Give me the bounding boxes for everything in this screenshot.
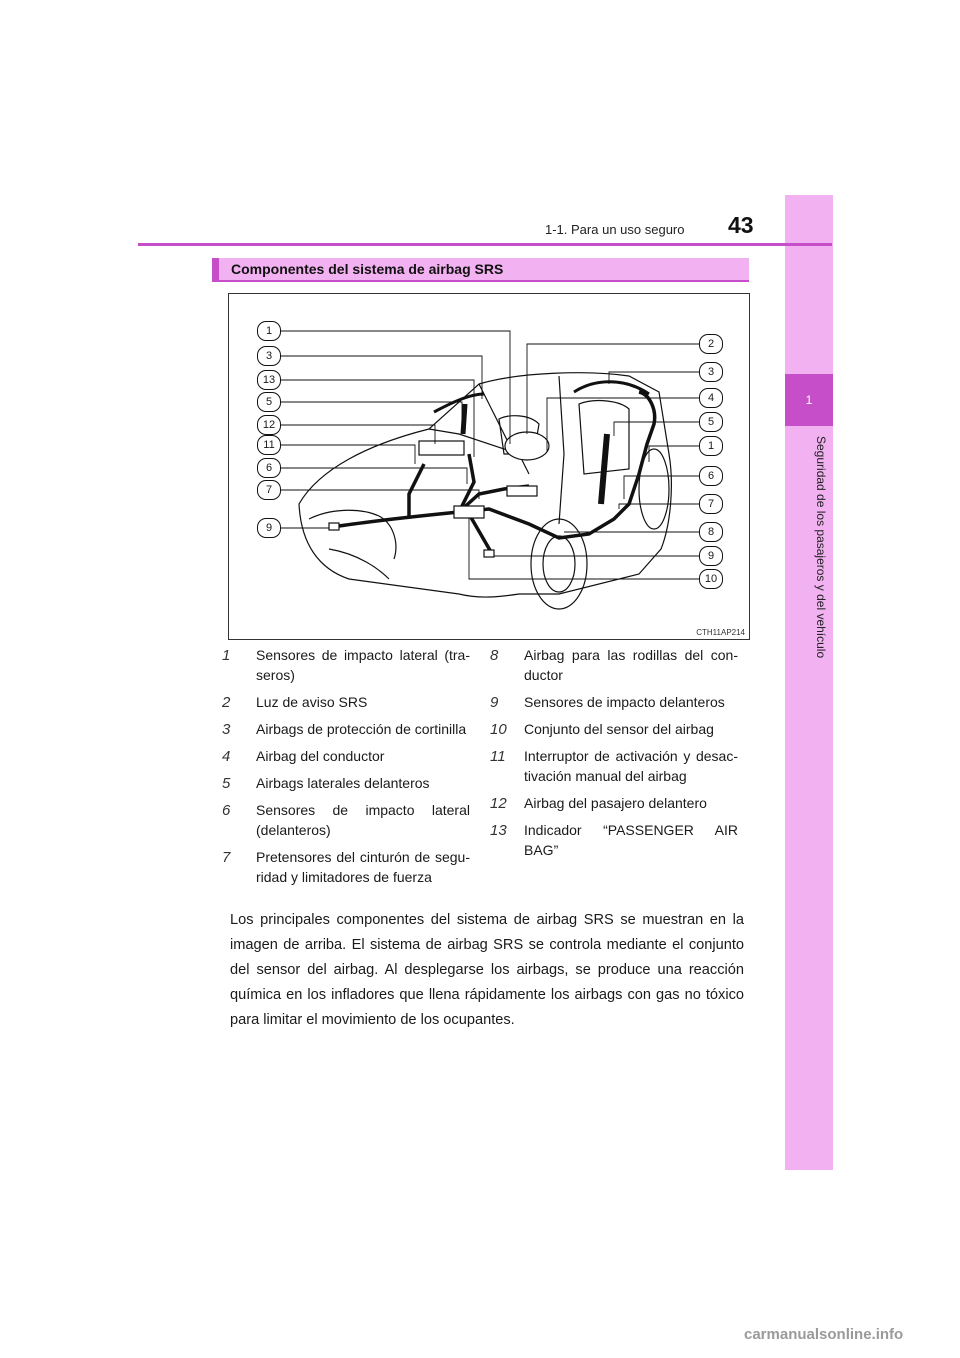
callout-number: 6	[699, 466, 723, 486]
legend-text: Sensores de impacto lateral (tra-seros)	[256, 647, 470, 683]
legend-text: Airbag para las rodillas del con-ductor	[524, 647, 738, 683]
section-title: Componentes del sistema de airbag SRS	[231, 261, 504, 277]
chapter-title: Seguridad de los pasajeros y del vehículo	[814, 436, 828, 659]
legend-item	[490, 746, 738, 786]
legend-number: 8	[490, 647, 499, 664]
passenger-airbag-module	[419, 441, 464, 455]
airbag-sensor-unit	[454, 506, 484, 518]
callout-number: 8	[699, 522, 723, 542]
running-header: 1-1. Para un uso seguro	[545, 222, 685, 237]
legend-number: 11	[490, 748, 506, 765]
legend-text: Airbag del conductor	[256, 748, 385, 764]
legend-item	[490, 719, 738, 739]
callout-number: 3	[257, 346, 281, 366]
chapter-number: 1	[785, 374, 833, 426]
callout-number: 3	[699, 362, 723, 382]
page-number: 43	[728, 212, 754, 238]
front-sensor-right	[484, 550, 494, 557]
wiring-harness	[339, 382, 655, 552]
callout-number: 9	[699, 546, 723, 566]
legend-number: 12	[490, 795, 507, 812]
callout-number: 7	[699, 494, 723, 514]
callout-number: 1	[257, 321, 281, 341]
legend-text: Airbag del pasajero delantero	[524, 795, 707, 811]
callout-number: 9	[257, 518, 281, 538]
watermark: carmanualsonline.info	[744, 1326, 904, 1343]
legend-item	[490, 645, 738, 685]
callout-number: 10	[699, 569, 723, 589]
legend-number: 10	[490, 721, 507, 738]
legend-number: 13	[490, 822, 507, 839]
legend-item	[222, 746, 470, 766]
callout-number: 4	[699, 388, 723, 408]
callout-number: 5	[699, 412, 723, 432]
legend-text: Airbags laterales delanteros	[256, 775, 430, 791]
legend-text: Sensores de impacto lateral (delanteros)	[256, 802, 470, 838]
legend-item	[222, 847, 470, 887]
callout-number: 11	[257, 435, 281, 455]
legend-item	[222, 645, 470, 685]
knee-airbag	[507, 486, 537, 496]
steering-wheel-airbag	[505, 432, 549, 460]
legend-text: Airbags de protección de cortinilla	[256, 721, 467, 737]
callout-number: 2	[699, 334, 723, 354]
legend-item	[490, 820, 738, 860]
callout-number: 6	[257, 458, 281, 478]
legend-item	[222, 692, 470, 712]
airbag-diagram	[228, 293, 750, 640]
legend-text: Interruptor de activación y desac-tivación manual del airbag	[524, 748, 738, 784]
figure-code: CTH11AP214	[696, 628, 745, 637]
callout-number: 7	[257, 480, 281, 500]
legend-right-column	[490, 645, 738, 867]
legend-text: Sensores de impacto delanteros	[524, 694, 725, 710]
legend-number: 7	[222, 849, 231, 866]
callout-number: 12	[257, 415, 281, 435]
front-wheel	[531, 519, 587, 609]
front-wheel-hub	[543, 536, 575, 592]
callout-number: 1	[699, 436, 723, 456]
legend-text: Luz de aviso SRS	[256, 694, 368, 710]
section-heading	[212, 258, 749, 282]
front-sensor-left	[329, 523, 339, 530]
legend-item	[222, 800, 470, 840]
callout-number: 13	[257, 370, 281, 390]
callout-leaders	[281, 331, 699, 579]
legend-number: 5	[222, 775, 231, 792]
legend-text: Pretensores del cinturón de segu-ridad y limitadores de fuerza	[256, 849, 470, 885]
legend-item	[490, 793, 738, 813]
legend-number: 9	[490, 694, 499, 711]
front-grille	[309, 510, 396, 559]
legend-number: 2	[222, 694, 231, 711]
legend-text: Indicador “PASSENGER AIR BAG”	[524, 822, 738, 858]
body-paragraph: Los principales componentes del sistema de airbag SRS se muestran en la imagen de arriba. El sistema de airbag SRS se controla mediante el conjunto del sensor del airbag. Al desplegarse los airbags, se produce una reacción química en los infladores que llena rápidamente los airbags con gas no tóxico para limitar el movimiento de los ocupantes.	[230, 912, 744, 1028]
legend-left-column	[222, 645, 470, 894]
car-body-outline	[299, 373, 671, 597]
callout-number: 5	[257, 392, 281, 412]
legend-text: Conjunto del sensor del airbag	[524, 721, 714, 737]
legend-number: 1	[222, 647, 231, 664]
header-rule	[138, 243, 832, 246]
legend-number: 3	[222, 721, 231, 738]
car-illustration	[229, 294, 749, 639]
legend-item	[222, 773, 470, 793]
legend-number: 6	[222, 802, 231, 819]
legend-number: 4	[222, 748, 231, 765]
legend-item	[490, 692, 738, 712]
legend-item	[222, 719, 470, 739]
